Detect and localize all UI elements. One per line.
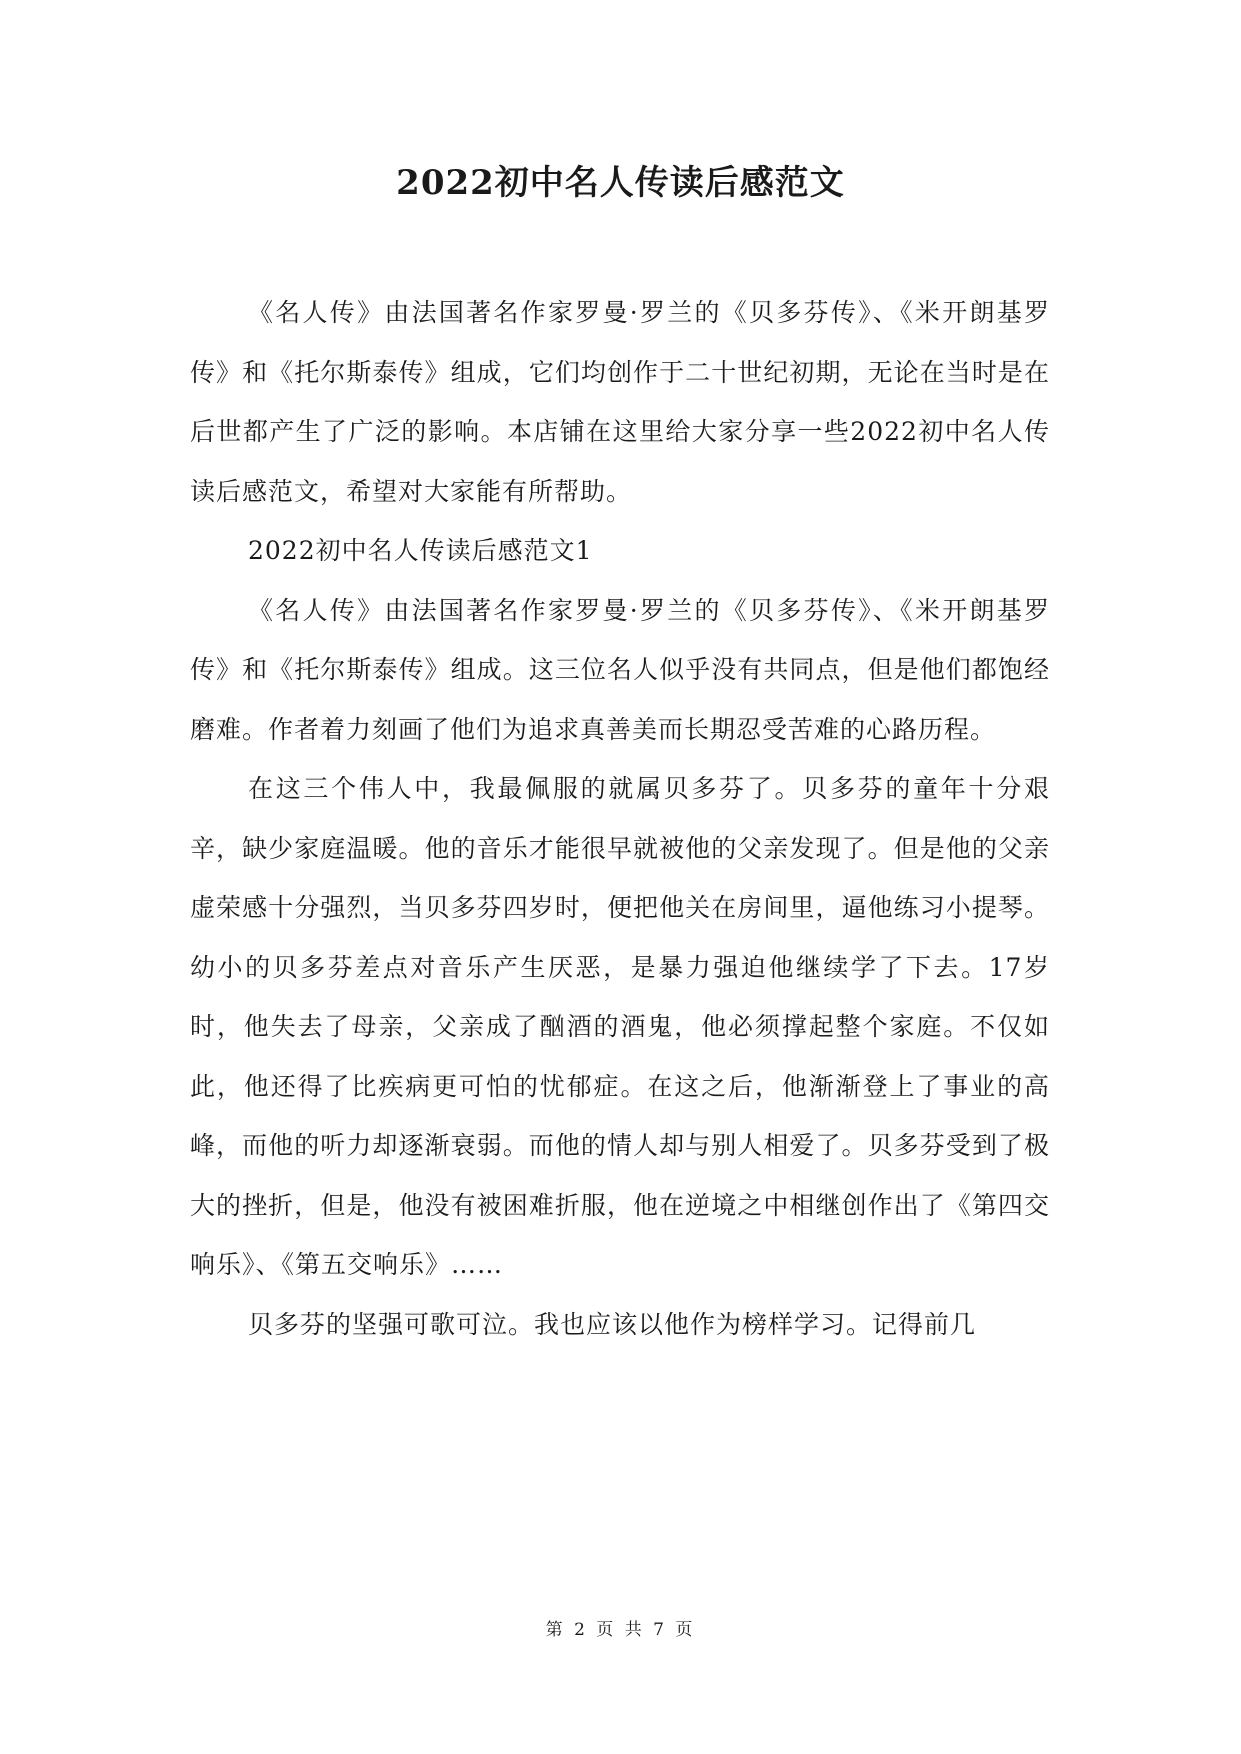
page-number-footer: 第 2 页 共 7 页	[545, 1620, 696, 1640]
document-title: 2022初中名人传读后感范文	[396, 163, 845, 203]
section-heading: 2022初中名人传读后感范文1	[248, 536, 593, 565]
document-body	[190, 283, 1050, 1354]
intro-paragraph: 《名人传》由法国著名作家罗曼·罗兰的《贝多芬传》、《米开朗基罗传》和《托尔斯泰传》组成，它们均创作于二十世纪初期，无论在当时是在后世都产生了广泛的影响。本店铺在这里给大家分享一些2022初中名人传读后感范文，希望对大家能有所帮助。	[190, 298, 1050, 506]
body-paragraph: 贝多芬的坚强可歌可泣。我也应该以他作为榜样学习。记得前几	[248, 1309, 977, 1339]
body-paragraph: 《名人传》由法国著名作家罗曼·罗兰的《贝多芬传》、《米开朗基罗传》和《托尔斯泰传》组成。这三位名人似乎没有共同点，但是他们都饱经磨难。作者着力刻画了他们为追求真善美而长期忍受苦难的心路历程。	[190, 595, 1050, 744]
body-paragraph: 在这三个伟人中，我最佩服的就属贝多芬了。贝多芬的童年十分艰辛，缺少家庭温暖。他的音乐才能很早就被他的父亲发现了。但是他的父亲虚荣感十分强烈，当贝多芬四岁时，便把他关在房间里，逼他练习小提琴。幼小的贝多芬差点对音乐产生厌恶，是暴力强迫他继续学了下去。17岁时，他失去了母亲，父亲成了酗酒的酒鬼，他必须撑起整个家庭。不仅如此，他还得了比疾病更可怕的忧郁症。在这之后，他渐渐登上了事业的高峰，而他的听力却逐渐衰弱。而他的情人却与别人相爱了。贝多芬受到了极大的挫折，但是，他没有被困难折服，他在逆境之中相继创作出了《第四交响乐》、《第五交响乐》……	[190, 774, 1050, 1279]
